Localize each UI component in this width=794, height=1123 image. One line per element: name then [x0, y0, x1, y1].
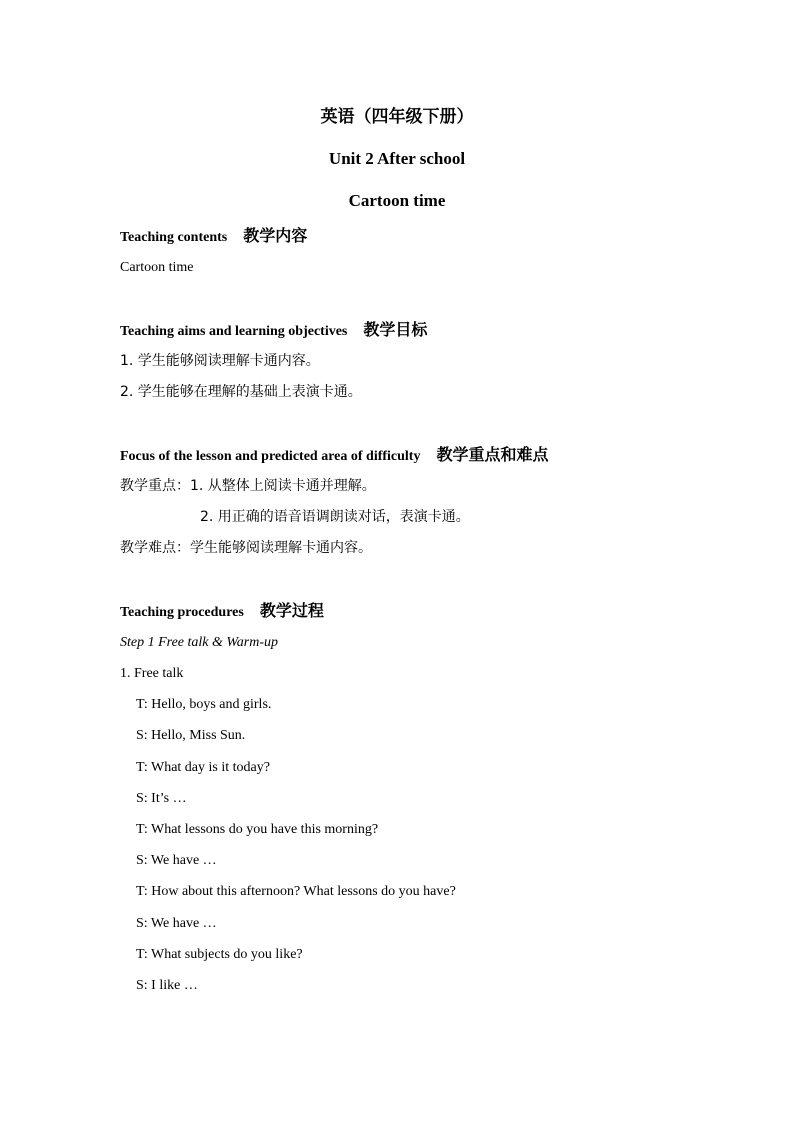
- subject-title: 英语（四年级下册）: [320, 107, 474, 126]
- dialogue-line: T: What subjects do you like?: [136, 947, 303, 962]
- dialogue-line: T: What lessons do you have this morning?: [136, 822, 379, 837]
- aims-item: 2. 学生能够在理解的基础上表演卡通。: [120, 384, 362, 400]
- contents-text: Cartoon time: [120, 260, 194, 275]
- dialogue-line: S: We have …: [136, 853, 217, 868]
- aims-item: 1. 学生能够阅读理解卡通内容。: [120, 353, 320, 369]
- procedures-heading-en: Teaching procedures: [120, 605, 244, 620]
- aims-heading: [120, 321, 427, 341]
- dialogue-line: S: Hello, Miss Sun.: [136, 728, 246, 743]
- step-title: Step 1 Free talk & Warm-up: [120, 635, 278, 650]
- procedures-heading-zh: 教学过程: [259, 601, 324, 620]
- aims-heading-zh: 教学目标: [363, 320, 428, 339]
- focus-heading-zh: 教学重点和难点: [436, 445, 549, 464]
- focus-key-item: 2. 用正确的语音语调朗读对话，表演卡通。: [200, 509, 470, 525]
- contents-heading-en: Teaching contents: [120, 230, 228, 245]
- procedures-heading: [120, 602, 324, 622]
- contents-heading-zh: 教学内容: [243, 226, 308, 245]
- focus-key-row: [120, 477, 376, 495]
- focus-heading: [120, 446, 549, 466]
- contents-heading: [120, 227, 307, 247]
- dialogue-line: S: It’s …: [136, 791, 187, 806]
- aims-heading-en: Teaching aims and learning objectives: [120, 324, 348, 339]
- focus-heading-en: Focus of the lesson and predicted area of difficulty: [120, 449, 421, 464]
- focus-key-label: 教学重点：: [120, 478, 190, 494]
- focus-difficulty-row: [120, 539, 372, 557]
- lesson-title: Cartoon time: [348, 191, 446, 210]
- focus-difficulty-label: 教学难点：: [120, 540, 190, 556]
- dialogue-line: T: How about this afternoon? What lessons do you have?: [136, 884, 456, 899]
- focus-key-item: 1. 从整体上阅读卡通并理解。: [190, 478, 376, 494]
- sub-step-title: 1. Free talk: [120, 666, 184, 681]
- dialogue-line: S: I like …: [136, 978, 198, 993]
- focus-difficulty-text: 学生能够阅读理解卡通内容。: [190, 540, 372, 556]
- dialogue-line: T: What day is it today?: [136, 760, 270, 775]
- dialogue-line: T: Hello, boys and girls.: [136, 697, 272, 712]
- dialogue-line: S: We have …: [136, 916, 217, 931]
- unit-title: Unit 2 After school: [328, 149, 466, 168]
